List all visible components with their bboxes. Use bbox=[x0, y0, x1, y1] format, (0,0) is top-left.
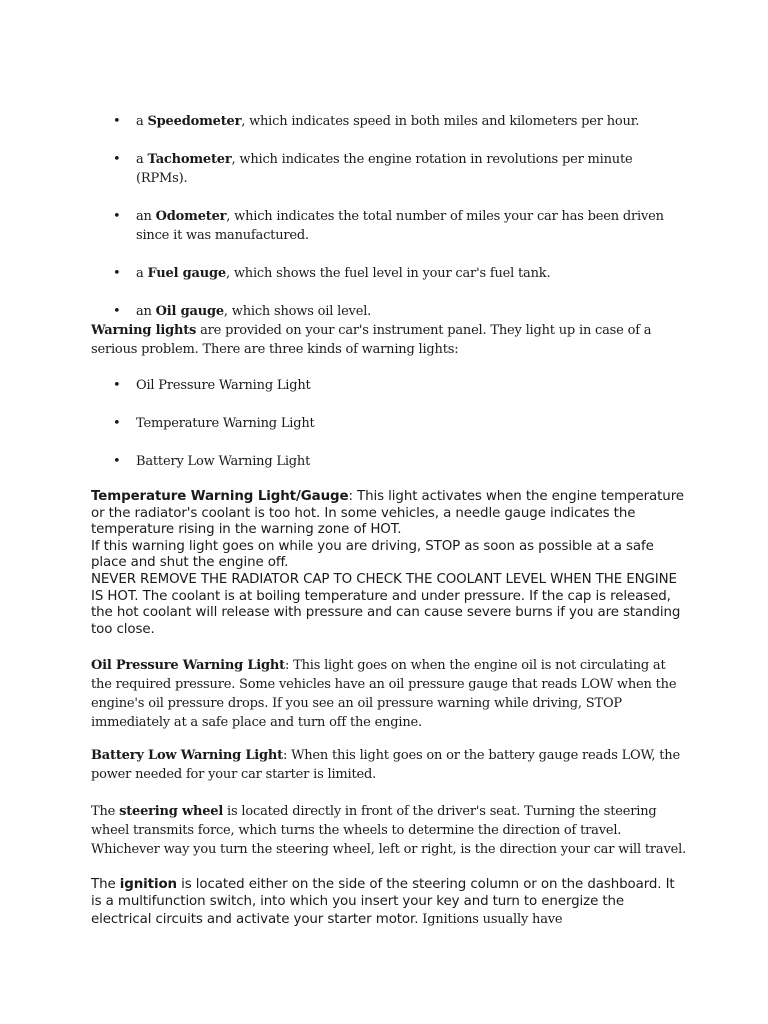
warning-lights-intro: Warning lights are provided on your car's instrument panel. They light up in case of a serious problem. There are three kinds of warning lights: bbox=[91, 323, 652, 357]
bullet-icon: • bbox=[113, 114, 121, 129]
bullet-icon: • bbox=[113, 454, 121, 469]
term-speedometer: Speedometer bbox=[147, 114, 242, 129]
term-oil-gauge: Oil gauge bbox=[155, 304, 224, 319]
list-item: • Battery Low Warning Light bbox=[113, 454, 311, 469]
list-item: • a Tachometer, which indicates the engine rotation in revolutions per minute (RPMs). bbox=[113, 152, 633, 186]
steering-wheel-paragraph: The steering wheel is located directly in front of the driver's seat. Turning the steering wheel transmits force, which turns the wheels to determine the direction of travel. Whichever way you turn the steering wheel, left or right, is the direction your car will travel. bbox=[91, 804, 687, 857]
term-steering-wheel: steering wheel bbox=[119, 804, 224, 819]
bullet-icon: • bbox=[113, 378, 121, 393]
term-ignition: ignition bbox=[119, 877, 177, 892]
ignition-paragraph: The ignition is located either on the side of the steering column or on the dashboard. It is a multifunction switch, into which you insert your key and turn to energize the electrical circuits and activate your starter motor. Ignitions usually have bbox=[91, 877, 675, 928]
list-item: • Temperature Warning Light bbox=[113, 416, 315, 431]
bullet-icon: • bbox=[113, 416, 121, 431]
bullet-icon: • bbox=[113, 152, 121, 167]
term-oil-pressure-warning: Oil Pressure Warning Light bbox=[91, 658, 285, 673]
term-temperature-warning: Temperature Warning Light/Gauge bbox=[91, 489, 349, 504]
term-fuel-gauge: Fuel gauge bbox=[147, 266, 226, 281]
oil-pressure-paragraph: Oil Pressure Warning Light: This light goes on when the engine oil is not circulating at the required pressure. Some vehicles have an oil pressure gauge that reads LOW when the engine's oil pressure drops. If you see an oil pressure warning while driving, STOP immediately at a safe place and turn off the engine. bbox=[91, 658, 677, 730]
term-battery-low-warning: Battery Low Warning Light bbox=[91, 748, 283, 763]
list-item: • a Fuel gauge, which shows the fuel level in your car's fuel tank. bbox=[113, 266, 551, 281]
bullet-icon: • bbox=[113, 209, 121, 224]
bullet-icon: • bbox=[113, 266, 121, 281]
list-item: • a Speedometer, which indicates speed in both miles and kilometers per hour. bbox=[113, 114, 640, 129]
term-warning-lights: Warning lights bbox=[91, 323, 197, 338]
list-item: • an Oil gauge, which shows oil level. bbox=[113, 304, 372, 319]
list-item: • Oil Pressure Warning Light bbox=[113, 378, 311, 393]
warning-lights-list bbox=[113, 376, 683, 471]
term-tachometer: Tachometer bbox=[147, 152, 232, 167]
term-odometer: Odometer bbox=[155, 209, 227, 224]
battery-low-paragraph: Battery Low Warning Light: When this light goes on or the battery gauge reads LOW, the power needed for your car starter is limited. bbox=[91, 748, 680, 782]
instrument-list bbox=[113, 112, 683, 321]
bullet-icon: • bbox=[113, 304, 121, 319]
temperature-warning-paragraph: Temperature Warning Light/Gauge: This light activates when the engine temperature or the radiator's coolant is too hot. In some vehicles, a needle gauge indicates the temperature rising in the warning zone of HOT. If this warning light goes on while you are driving, STOP as soon as possible at a safe place and shut the engine off. NEVER REMOVE THE RADIATOR CAP TO CHECK THE COOLANT LEVEL WHEN THE ENGINE IS HOT. The coolant is at boiling temperature and under pressure. If the cap is released, the hot coolant will release with pressure and can cause severe burns if you are standing too close. bbox=[91, 489, 684, 637]
list-item: • an Odometer, which indicates the total number of miles your car has been driven since it was manufactured. bbox=[113, 209, 664, 243]
